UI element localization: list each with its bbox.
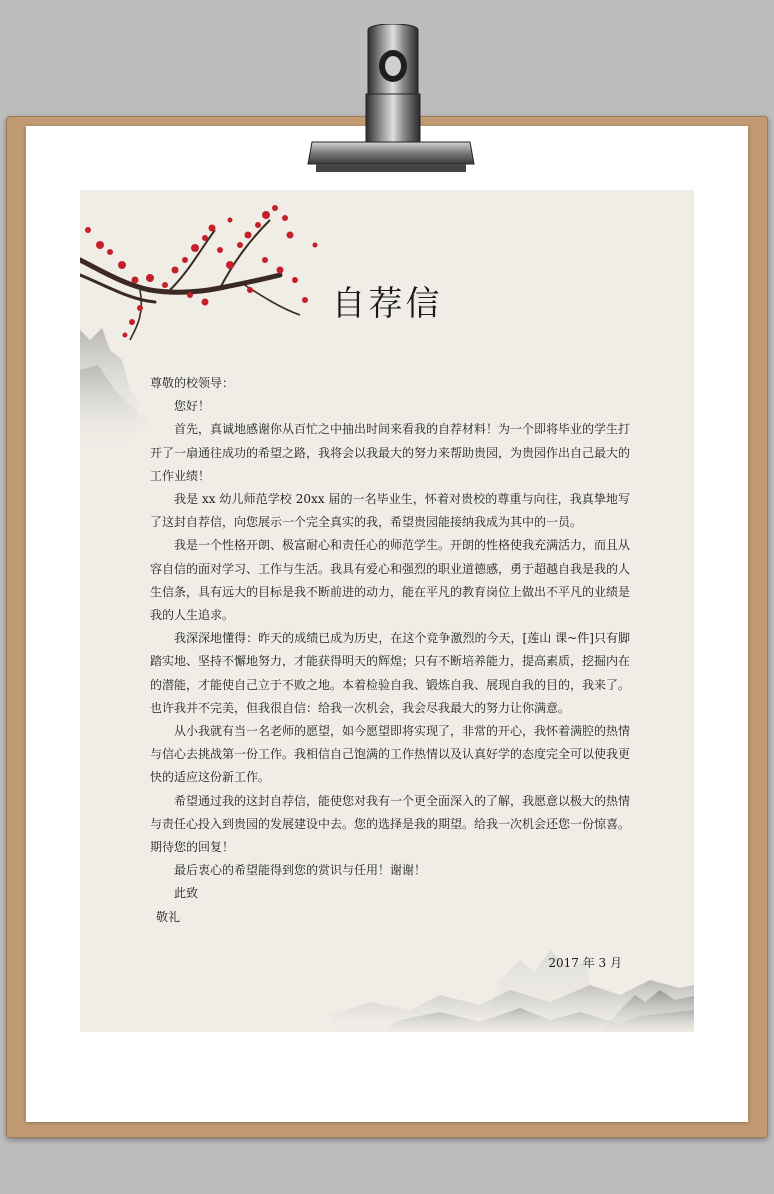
letter-page	[80, 190, 694, 1032]
letter-body	[150, 372, 630, 929]
salutation: 尊敬的校领导：	[150, 376, 235, 390]
signoff: 敬礼	[156, 909, 181, 924]
letter-title: 自荐信	[331, 284, 443, 324]
binder-clip-icon	[306, 24, 476, 176]
paragraph: 我深深地懂得：昨天的成绩已成为历史，在这个竞争激烈的今天，[莲山 课~件]只有脚踏实地、坚持不懈地努力，才能获得明天的辉煌；只有不断培养能力，提高素质，挖掘内在的潜能，才能使自己立于不败之地。本着检验自我、锻炼自我、展现自我的目的，我来了。也许我并不完美，但我很自信：给我一次机会，我会尽我最大的努力让你满意。	[150, 631, 631, 715]
paragraph: 最后衷心的希望能得到您的赏识与任用！谢谢！	[174, 863, 427, 878]
plum-blossom-icon	[80, 190, 340, 350]
closing: 此致	[174, 886, 199, 901]
paragraph: 我是一个性格开朗、极富耐心和责任心的师范学生。开朗的性格使我充满活力，而且从容自信的面对学习、工作与生活。我具有爱心和强烈的职业道德感，勇于超越自我是我的人生信条，具有远大的目标是我不断前进的动力，能在平凡的教育岗位上做出不平凡的业绩是我的人生追求。	[150, 538, 631, 623]
letter-date: 2017 年 3 月	[548, 956, 622, 970]
paragraph: 从小我就有当一名老师的愿望，如今愿望即将实现了，非常的开心，我怀着满腔的热情与信心去挑战第一份工作。我相信自己饱满的工作热情以及认真好学的态度完全可以使我更快的适应这份新工作。	[150, 724, 631, 785]
greeting: 您好！	[174, 399, 211, 414]
paragraph: 我是 xx 幼儿师范学校 20xx 届的一名毕业生，怀着对贵校的尊重与向往，我真挚地写了这封自荐信，向您展示一个完全真实的我，希望贵园能接纳我成为其中的一员。	[150, 492, 630, 530]
paragraph: 首先，真诚地感谢你从百忙之中抽出时间来看我的自荐材料！为一个即将毕业的学生打开了一扇通往成功的希望之路，我将会以我最大的努力来帮助贵园，为贵园作出自己最大的工作业绩！	[150, 422, 631, 483]
paragraph: 希望通过我的这封自荐信，能使您对我有一个更全面深入的了解，我愿意以极大的热情与责任心投入到贵园的发展建设中去。您的选择是我的期望。给我一次机会还您一份惊喜。 期待您的回复！	[150, 793, 631, 855]
